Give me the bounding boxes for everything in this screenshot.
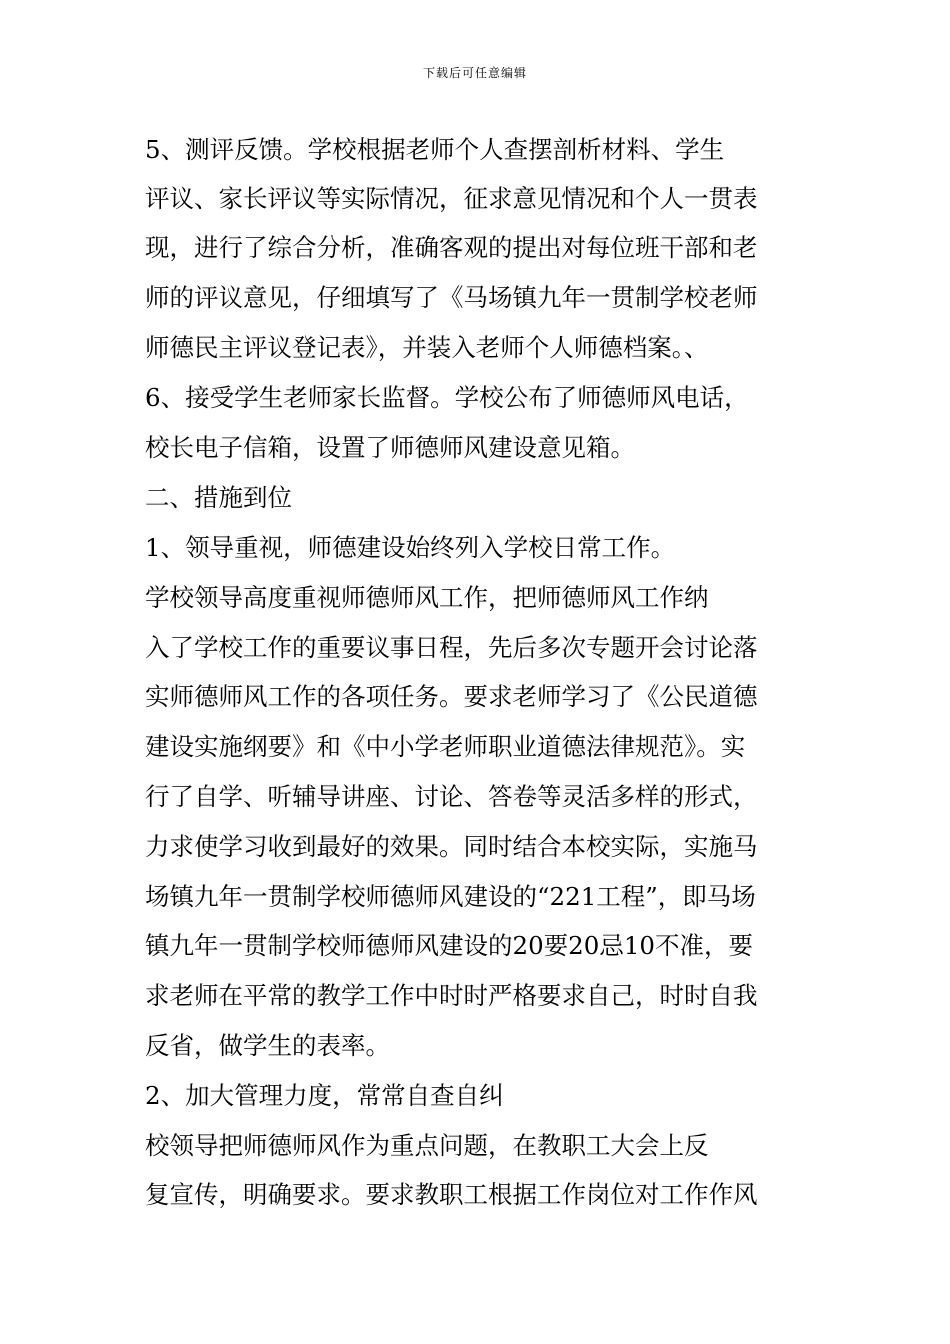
text-line: 镇九年一贯制学校师德师风建设的20要20忌10不准，要: [145, 931, 754, 960]
text-line: 行了自学、听辅导讲座、讨论、答卷等灵活多样的形式，: [145, 782, 758, 811]
text-line: 学校领导高度重视师德师风工作，把师德师风工作纳: [145, 583, 709, 612]
text-line: 5、测评反馈。学校根据老师个人查摆剖析材料、学生: [145, 135, 725, 164]
text-line: 力求使学习收到最好的效果。同时结合本校实际，实施马: [145, 832, 758, 861]
text-line: 评议、家长评议等实际情况，征求意见情况和个人一贯表: [145, 184, 758, 213]
text-line: 师德民主评议登记表》，并装入老师个人师德档案。、: [145, 333, 709, 362]
text-line: 实师德师风工作的各项任务。要求老师学习了《公民道德: [145, 682, 758, 711]
text-line: 师的评议意见，仔细填写了《马场镇九年一贯制学校老师: [145, 283, 758, 312]
text-line: 复宣传，明确要求。要求教职工根据工作岗位对工作作风: [145, 1180, 758, 1209]
text-line: 现，进行了综合分析，准确客观的提出对每位班干部和老: [145, 233, 758, 262]
text-line: 入了学校工作的重要议事日程，先后多次专题开会讨论落: [145, 633, 758, 662]
text-line: 建设实施纲要》和《中小学老师职业道德法律规范》。实: [145, 732, 746, 761]
section-heading: 二、措施到位: [145, 483, 292, 512]
text-line: 求老师在平常的教学工作中时时严格要求自己，时时自我: [145, 981, 758, 1010]
text-line: 6、接受学生老师家长监督。学校公布了师德师风电话，: [145, 383, 749, 412]
text-line: 校长电子信箱，设置了师德师风建设意见箱。: [145, 433, 635, 462]
subsection-heading: 1、领导重视，师德建设始终列入学校日常工作。: [145, 533, 676, 562]
text-line: 反省，做学生的表率。: [145, 1031, 390, 1060]
page-header: 下载后可任意编辑: [422, 66, 527, 80]
subsection-heading: 2、加大管理力度，常常自查自纠: [145, 1081, 504, 1110]
text-line: 场镇九年一贯制学校师德师风建设的“221工程”，即马场: [145, 882, 756, 911]
text-line: 校领导把师德师风作为重点问题，在教职工大会上反: [145, 1131, 709, 1160]
